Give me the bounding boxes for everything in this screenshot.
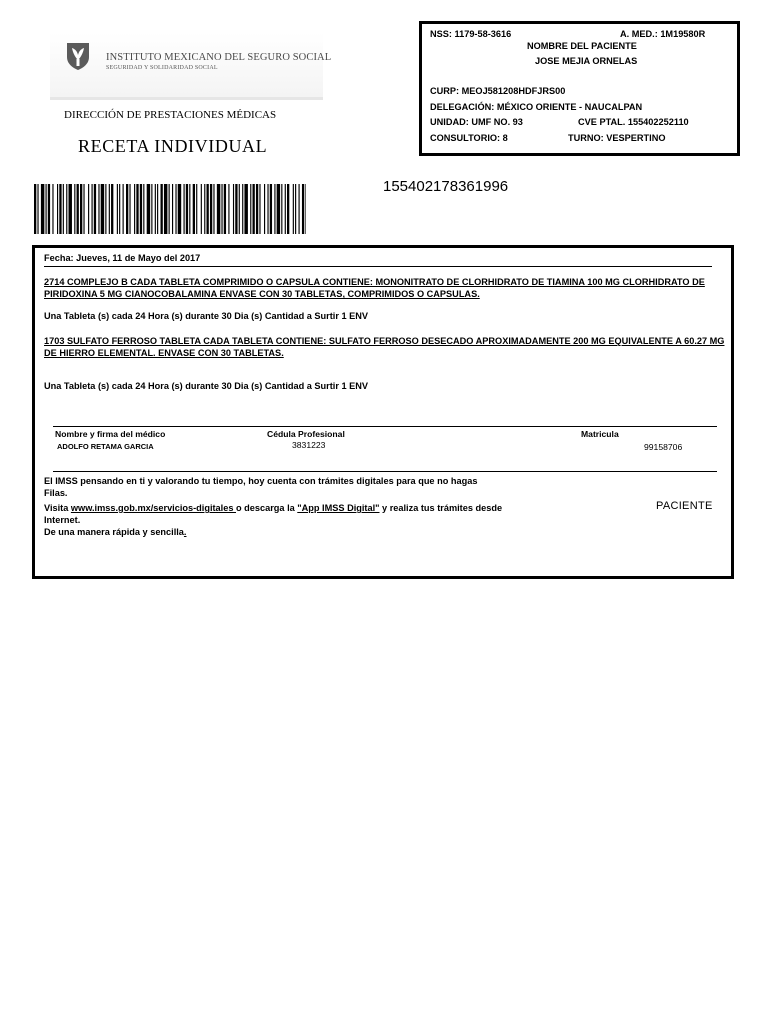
curp-field: CURP: MEOJ581208HDFJRS00 xyxy=(430,86,566,96)
medication-item-1 xyxy=(44,276,726,300)
matricula-value: 99158706 xyxy=(644,442,683,452)
imss-eagle-logo-icon xyxy=(65,41,91,71)
notice-line-4: Internet. xyxy=(44,515,81,525)
notice-descarga: o descarga la xyxy=(236,503,298,513)
medication-1-line-1: 2714 COMPLEJO B CADA TABLETA COMPRIMIDO O CAPSULA CONTIENE: MONONITRATO DE CLORHIDRATO DE TIAMINA 100 MG CLORHIDRATO DE xyxy=(44,277,705,287)
copy-label-paciente: PACIENTE xyxy=(656,500,713,512)
notice-realiza: y realiza tus trámites desde xyxy=(379,503,503,513)
cedula-label: Cédula Profesional xyxy=(267,429,345,439)
barcode-number: 155402178361996 xyxy=(383,178,509,195)
prescription-box xyxy=(32,245,734,579)
matricula-label: Matricula xyxy=(581,429,619,439)
patient-name: JOSE MEJIA ORNELAS xyxy=(535,56,638,66)
institution-name: INSTITUTO MEXICANO DEL SEGURO SOCIAL xyxy=(106,52,332,63)
medication-1-dosage: Una Tableta (s) cada 24 Hora (s) durante 30 Dia (s) Cantidad a Surtir 1 ENV xyxy=(44,311,369,321)
a-med-field: A. MED.: 1M19580R xyxy=(620,29,706,39)
date-divider xyxy=(44,266,712,267)
imss-logo-banner xyxy=(50,33,332,100)
delegacion-field: DELEGACIÓN: MÉXICO ORIENTE - NAUCALPAN xyxy=(430,102,643,112)
notice-line-5-text: De una manera rápida y sencilla xyxy=(44,527,184,537)
doctor-name: ADOLFO RETAMA GARCIA xyxy=(57,442,154,451)
document-title: RECETA INDIVIDUAL xyxy=(78,136,268,156)
institution-tagline: SEGURIDAD Y SOLIDARIDAD SOCIAL xyxy=(106,65,218,71)
patient-info-box xyxy=(419,21,740,156)
app-imss-digital-link[interactable]: "App IMSS Digital" xyxy=(297,503,380,513)
consultorio-field: CONSULTORIO: 8 xyxy=(430,133,508,143)
barcode-image xyxy=(34,184,306,234)
notice-line-1: El IMSS pensando en ti y valorando tu tiempo, hoy cuenta con trámites digitales para que no hagas xyxy=(44,476,478,486)
signature-bottom-line xyxy=(53,471,717,472)
medication-item-2 xyxy=(44,335,726,359)
notice-line-2: Filas. xyxy=(44,488,68,498)
nss-field: NSS: 1179-58-3616 xyxy=(430,29,512,39)
notice-visita: Visita xyxy=(44,503,71,513)
direction-heading: DIRECCIÓN DE PRESTACIONES MÉDICAS xyxy=(64,109,277,121)
unidad-field: UNIDAD: UMF NO. 93 xyxy=(430,117,523,127)
notice-line-5-period: . xyxy=(183,527,187,537)
cve-ptal-field: CVE PTAL. 155402252110 xyxy=(578,117,689,127)
notice-line-5 xyxy=(44,527,186,537)
medication-1-line-2: PIRIDOXINA 5 MG CIANOCOBALAMINA ENVASE CON 30 TABLETAS, COMPRIMIDOS O CAPSULAS. xyxy=(44,289,480,299)
signature-top-line xyxy=(53,426,717,427)
notice-line-3 xyxy=(44,503,502,513)
patient-name-label: NOMBRE DEL PACIENTE xyxy=(527,41,637,51)
turno-field: TURNO: VESPERTINO xyxy=(568,133,666,143)
doctor-label: Nombre y firma del médico xyxy=(55,429,166,439)
medication-2-line-2: DE HIERRO ELEMENTAL. ENVASE CON 30 TABLETAS. xyxy=(44,348,284,358)
imss-services-link[interactable]: www.imss.gob.mx/servicios-digitales xyxy=(70,503,236,513)
medication-2-dosage: Una Tableta (s) cada 24 Hora (s) durante 30 Dia (s) Cantidad a Surtir 1 ENV xyxy=(44,381,369,391)
cedula-value: 3831223 xyxy=(292,440,326,450)
medication-2-line-1: 1703 SULFATO FERROSO TABLETA CADA TABLETA CONTIENE: SULFATO FERROSO DESECADO APROXIMADAMENTE 200 MG EQUIVALENTE A 60.27 MG xyxy=(44,336,725,346)
prescription-date: Fecha: Jueves, 11 de Mayo del 2017 xyxy=(44,253,201,263)
